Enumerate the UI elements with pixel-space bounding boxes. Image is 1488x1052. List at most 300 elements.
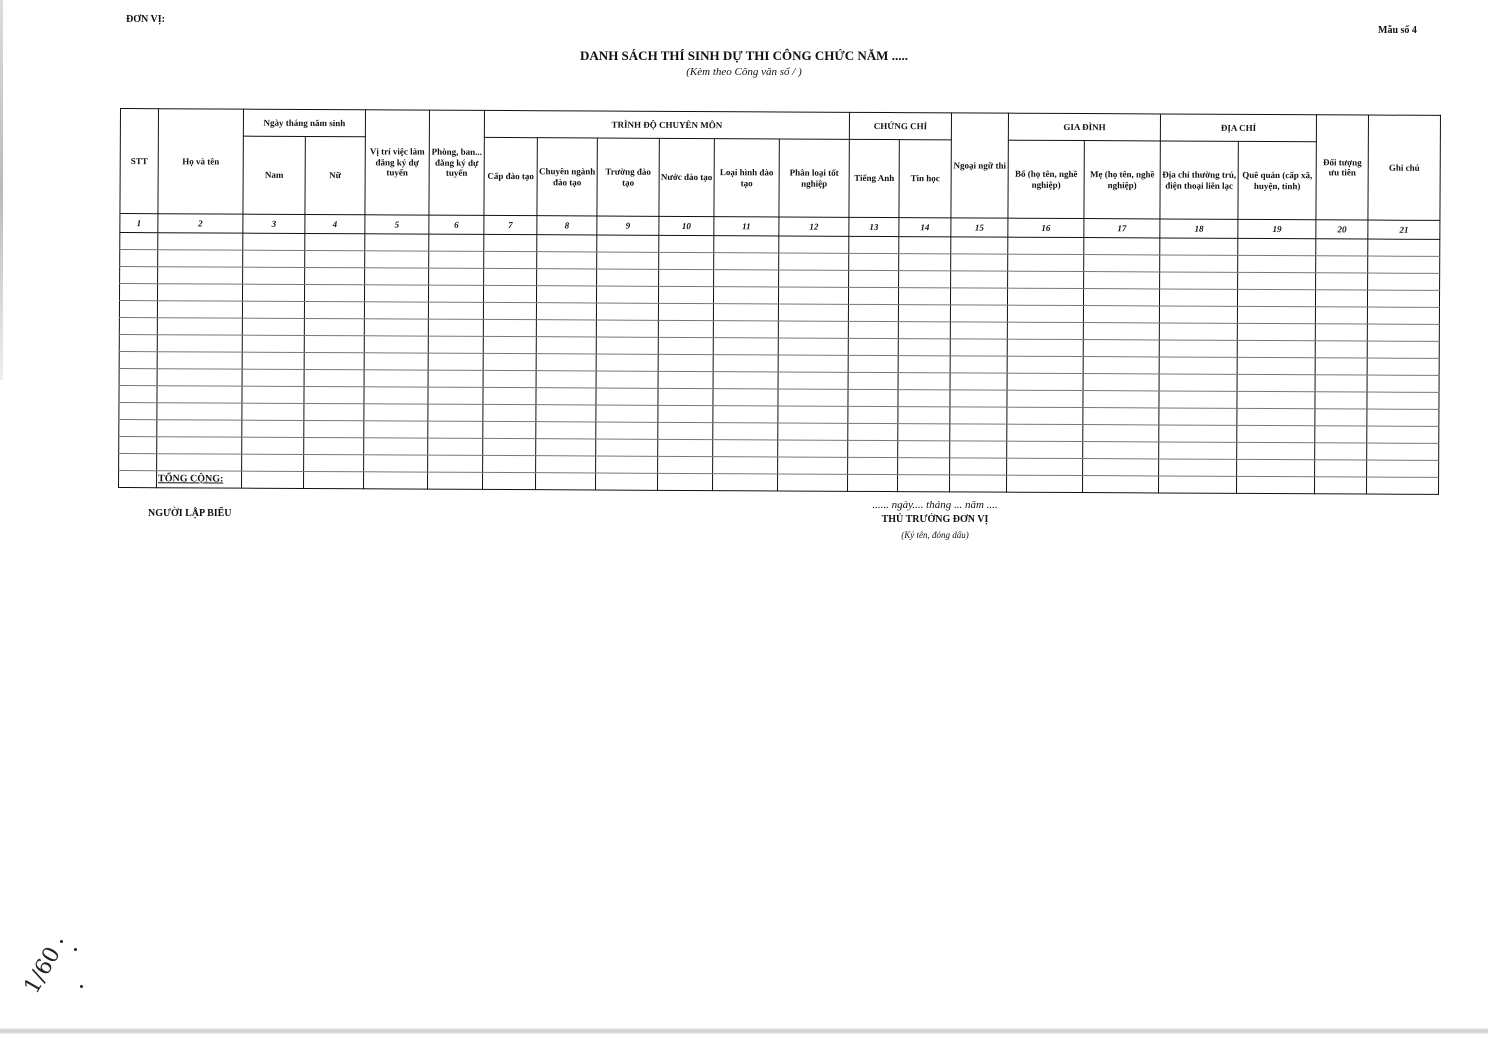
table-cell	[713, 440, 778, 457]
table-cell	[119, 334, 157, 351]
table-cell	[243, 267, 305, 284]
table-cell	[597, 252, 659, 269]
column-number: 21	[1368, 220, 1440, 239]
table-cell	[428, 370, 483, 387]
table-cell	[1007, 339, 1083, 356]
table-cell	[483, 387, 536, 404]
table-cell	[1160, 289, 1238, 306]
table-cell	[778, 389, 848, 406]
table-cell	[596, 354, 658, 371]
table-cell	[1315, 341, 1367, 358]
table-cell	[950, 424, 1007, 441]
table-cell	[1084, 238, 1160, 255]
table-cell	[364, 302, 428, 319]
col-english: Tiếng Anh	[849, 139, 899, 217]
table-cell	[483, 404, 536, 421]
table-cell	[713, 321, 778, 338]
table-cell	[1315, 307, 1367, 324]
table-cell	[848, 338, 898, 355]
table-cell	[658, 422, 713, 439]
col-father: Bố (họ tên, nghề nghiệp)	[1008, 140, 1084, 218]
col-graduation-rank: Phân loại tốt nghiệp	[779, 139, 849, 217]
table-cell	[428, 302, 483, 319]
table-cell	[713, 355, 778, 372]
table-cell	[242, 403, 304, 420]
col-school: Trường đào tạo	[597, 138, 659, 216]
column-number: 6	[429, 215, 484, 234]
table-cell	[1238, 255, 1316, 272]
table-cell	[596, 286, 658, 303]
table-cell	[659, 269, 714, 286]
table-cell	[898, 390, 950, 407]
table-cell	[1367, 358, 1439, 375]
table-cell	[1083, 306, 1159, 323]
table-cell	[429, 268, 484, 285]
table-cell	[304, 403, 364, 420]
table-cell	[157, 335, 242, 352]
table-cell	[242, 369, 304, 386]
table-cell	[1083, 459, 1159, 476]
table-cell	[364, 336, 428, 353]
column-number: 3	[243, 214, 305, 233]
table-cell	[119, 317, 157, 334]
table-cell	[120, 267, 158, 284]
table-cell	[483, 336, 536, 353]
column-number: 19	[1238, 219, 1316, 238]
table-cell	[1367, 426, 1439, 443]
table-cell	[429, 251, 484, 268]
group-certificate: CHỨNG CHỈ	[849, 112, 951, 140]
scan-speck	[80, 985, 83, 988]
table-cell	[596, 422, 658, 439]
table-cell	[1237, 425, 1315, 442]
col-training-type: Loại hình đào tạo	[714, 139, 779, 217]
table-cell	[1159, 306, 1237, 323]
table-cell	[242, 301, 304, 318]
preparer-label: NGƯỜI LẬP BIỂU	[148, 508, 232, 519]
table-cell	[364, 370, 428, 387]
table-cell	[596, 388, 658, 405]
table-cell	[1007, 424, 1083, 441]
table-cell	[483, 353, 536, 370]
table-cell	[950, 441, 1007, 458]
column-number: 13	[849, 217, 899, 236]
col-stt: STT	[120, 109, 159, 214]
table-cell	[304, 318, 364, 335]
table-cell	[659, 235, 714, 252]
table-cell	[951, 271, 1008, 288]
unit-label: ĐƠN VỊ:	[126, 14, 165, 25]
table-cell	[1084, 255, 1160, 272]
table-cell	[713, 457, 778, 474]
col-major: Chuyên ngành đào tạo	[537, 138, 597, 216]
table-cell	[898, 441, 950, 458]
column-number: 18	[1160, 219, 1238, 238]
table-cell	[1084, 272, 1160, 289]
candidate-list-table	[118, 108, 1441, 495]
table-cell	[1315, 426, 1367, 443]
table-cell	[242, 420, 304, 437]
table-cell	[305, 250, 365, 267]
group-qualification: TRÌNH ĐỘ CHUYÊN MÔN	[484, 110, 849, 139]
table-cell	[364, 319, 428, 336]
table-cell	[848, 355, 898, 372]
table-cell	[1315, 375, 1367, 392]
table-cell	[1238, 238, 1316, 255]
table-cell	[484, 251, 537, 268]
table-cell	[596, 320, 658, 337]
table-cell	[950, 339, 1007, 356]
table-cell	[898, 339, 950, 356]
table-cell	[1237, 306, 1315, 323]
column-number: 14	[899, 218, 951, 237]
table-cell	[483, 455, 536, 472]
table-cell	[536, 456, 596, 473]
col-full-name: Họ và tên	[158, 109, 244, 214]
table-cell	[899, 237, 951, 254]
table-cell	[596, 456, 658, 473]
group-dob: Ngày tháng năm sinh	[243, 109, 365, 137]
table-cell	[1007, 305, 1083, 322]
table-cell	[849, 270, 899, 287]
table-cell	[428, 438, 483, 455]
table-cell	[1367, 341, 1439, 358]
table-cell	[305, 233, 365, 250]
table-cell	[304, 454, 364, 471]
table-cell	[157, 386, 242, 403]
table-cell	[1238, 289, 1316, 306]
scan-speck	[60, 940, 63, 943]
table-cell	[364, 285, 428, 302]
table-cell	[1367, 392, 1439, 409]
table-cell	[898, 305, 950, 322]
table-cell	[364, 353, 428, 370]
column-number: 16	[1008, 218, 1084, 237]
table-cell	[848, 406, 898, 423]
table-cell	[536, 320, 596, 337]
table-cell	[849, 236, 899, 253]
table-cell	[242, 454, 304, 471]
table-cell	[119, 385, 157, 402]
table-cell	[778, 355, 848, 372]
table-cell	[1159, 357, 1237, 374]
table-cell	[119, 300, 157, 317]
table-cell	[1083, 374, 1159, 391]
table-cell	[1083, 442, 1159, 459]
table-cell	[848, 372, 898, 389]
table-cell	[1083, 425, 1159, 442]
table-cell	[537, 252, 597, 269]
table-cell	[848, 440, 898, 457]
table-cell	[778, 287, 848, 304]
table-cell	[242, 318, 304, 335]
table-cell	[119, 436, 157, 453]
table-cell	[658, 354, 713, 371]
table-cell	[848, 321, 898, 338]
table-cell	[898, 373, 950, 390]
table-cell	[1159, 374, 1237, 391]
table-cell	[304, 369, 364, 386]
table-cell	[713, 406, 778, 423]
table-cell	[1159, 340, 1237, 357]
table-cell	[1159, 391, 1237, 408]
table-cell	[1315, 409, 1367, 426]
table-cell	[950, 356, 1007, 373]
table-cell	[536, 371, 596, 388]
col-male: Nam	[243, 136, 305, 214]
table-cell	[536, 405, 596, 422]
column-number: 7	[484, 215, 537, 234]
table-cell	[848, 423, 898, 440]
table-cell	[596, 371, 658, 388]
table-cell	[537, 269, 597, 286]
table-cell	[713, 287, 778, 304]
table-cell	[1367, 409, 1439, 426]
signature-note: (Ký tên, đóng dấu)	[901, 530, 969, 540]
table-cell	[1237, 459, 1315, 476]
table-cell	[658, 320, 713, 337]
group-family: GIA ĐÌNH	[1008, 113, 1160, 141]
table-cell	[158, 267, 243, 284]
table-cell	[658, 337, 713, 354]
table-cell	[1315, 358, 1367, 375]
table-cell	[848, 389, 898, 406]
table-cell	[1083, 357, 1159, 374]
table-cell	[658, 439, 713, 456]
table-cell	[658, 405, 713, 422]
table-cell	[597, 269, 659, 286]
column-number: 4	[305, 214, 365, 233]
table-cell	[242, 437, 304, 454]
table-cell	[950, 322, 1007, 339]
table-cell	[537, 235, 597, 252]
table-cell	[1316, 239, 1368, 256]
table-cell	[1159, 442, 1237, 459]
table-cell	[1237, 357, 1315, 374]
table-cell	[483, 370, 536, 387]
column-number: 11	[714, 217, 779, 236]
table-cell	[304, 301, 364, 318]
col-residence: Địa chỉ thường trú, điện thoại liên lạc	[1160, 141, 1238, 219]
table-cell	[1160, 255, 1238, 272]
candidate-table	[118, 108, 1440, 487]
col-position: Vị trí việc làm đăng ký dự tuyển	[365, 110, 430, 215]
table-cell	[899, 288, 951, 305]
table-cell	[1368, 256, 1440, 273]
table-cell	[119, 351, 157, 368]
table-cell	[365, 234, 429, 251]
table-cell	[157, 403, 242, 420]
total-cell	[119, 470, 157, 487]
col-department: Phòng, ban... đăng ký dự tuyển	[429, 110, 485, 215]
table-cell	[1007, 356, 1083, 373]
table-cell	[157, 437, 242, 454]
table-cell	[157, 454, 242, 471]
table-cell	[364, 404, 428, 421]
handwritten-mark: 1/60	[19, 942, 66, 999]
table-cell	[1367, 324, 1439, 341]
table-cell	[119, 419, 157, 436]
table-cell	[1084, 289, 1160, 306]
table-cell	[1008, 271, 1084, 288]
table-cell	[304, 335, 364, 352]
table-cell	[365, 251, 429, 268]
scan-edge-bottom	[0, 1028, 1488, 1034]
column-number: 15	[951, 218, 1008, 237]
table-cell	[713, 389, 778, 406]
table-cell	[428, 336, 483, 353]
table-cell	[950, 373, 1007, 390]
table-cell	[658, 371, 713, 388]
table-cell	[898, 356, 950, 373]
table-cell	[951, 254, 1008, 271]
table-cell	[483, 438, 536, 455]
table-cell	[242, 335, 304, 352]
table-cell	[1368, 273, 1440, 290]
table-cell	[1007, 458, 1083, 475]
table-cell	[779, 270, 849, 287]
column-number: 20	[1316, 220, 1368, 239]
column-number: 2	[158, 214, 243, 233]
table-cell	[1159, 408, 1237, 425]
table-cell	[483, 302, 536, 319]
table-cell	[1315, 443, 1367, 460]
table-cell	[1008, 288, 1084, 305]
table-cell	[778, 304, 848, 321]
table-cell	[1368, 290, 1440, 307]
table-cell	[1238, 272, 1316, 289]
table-cell	[1237, 442, 1315, 459]
table-cell	[536, 439, 596, 456]
table-cell	[899, 271, 951, 288]
table-cell	[364, 438, 428, 455]
table-cell	[157, 420, 242, 437]
column-number: 17	[1084, 219, 1160, 238]
table-cell	[596, 405, 658, 422]
table-cell	[364, 455, 428, 472]
col-notes: Ghi chú	[1368, 115, 1441, 220]
col-country: Nước đào tạo	[659, 138, 714, 216]
table-cell	[364, 387, 428, 404]
table-cell	[779, 236, 849, 253]
table-cell	[304, 420, 364, 437]
table-cell	[848, 304, 898, 321]
table-cell	[714, 270, 779, 287]
table-cell	[536, 354, 596, 371]
table-cell	[157, 369, 242, 386]
table-cell	[429, 234, 484, 251]
total-label: TỔNG CỘNG:	[157, 471, 242, 488]
col-mother: Mẹ (họ tên, nghề nghiệp)	[1084, 141, 1160, 219]
table-cell	[713, 423, 778, 440]
table-cell	[428, 387, 483, 404]
col-priority: Đối tượng ưu tiên	[1316, 115, 1369, 220]
column-number: 8	[537, 216, 597, 235]
scan-speck	[74, 948, 77, 951]
document-title: DANH SÁCH THÍ SINH DỰ THI CÔNG CHỨC NĂM .....	[580, 48, 908, 63]
table-cell	[779, 253, 849, 270]
table-cell	[778, 321, 848, 338]
table-cell	[119, 368, 157, 385]
table-cell	[1083, 340, 1159, 357]
table-cell	[536, 303, 596, 320]
table-cell	[536, 337, 596, 354]
table-cell	[1083, 391, 1159, 408]
table-cell	[658, 388, 713, 405]
table-cell	[304, 386, 364, 403]
table-cell	[484, 268, 537, 285]
table-cell	[659, 252, 714, 269]
table-cell	[157, 352, 242, 369]
table-cell	[157, 318, 242, 335]
table-cell	[157, 284, 242, 301]
table-cell	[951, 288, 1008, 305]
column-number: 9	[597, 216, 659, 235]
table-cell	[658, 286, 713, 303]
column-number: 10	[659, 216, 714, 235]
table-cell	[428, 319, 483, 336]
table-cell	[428, 421, 483, 438]
table-cell	[1007, 322, 1083, 339]
table-cell	[950, 305, 1007, 322]
table-cell	[596, 303, 658, 320]
table-cell	[1008, 254, 1084, 271]
table-cell	[536, 422, 596, 439]
table-cell	[1316, 273, 1368, 290]
table-cell	[1367, 307, 1439, 324]
table-cell	[304, 352, 364, 369]
table-cell	[242, 386, 304, 403]
table-cell	[1007, 373, 1083, 390]
table-cell	[778, 423, 848, 440]
table-cell	[778, 440, 848, 457]
table-cell	[1367, 375, 1439, 392]
table-cell	[1367, 443, 1439, 460]
table-cell	[778, 406, 848, 423]
table-cell	[428, 285, 483, 302]
table-cell	[243, 233, 305, 250]
table-cell	[1316, 256, 1368, 273]
table-cell	[1368, 239, 1440, 256]
table-cell	[304, 284, 364, 301]
table-cell	[778, 372, 848, 389]
table-cell	[1367, 460, 1439, 477]
table-cell	[1315, 392, 1367, 409]
table-cell	[1007, 390, 1083, 407]
column-number: 1	[120, 214, 158, 233]
column-number: 5	[365, 215, 429, 234]
table-cell	[1237, 340, 1315, 357]
table-cell	[243, 250, 305, 267]
table-cell	[849, 287, 899, 304]
table-cell	[1083, 323, 1159, 340]
table-cell	[304, 437, 364, 454]
table-cell	[1316, 290, 1368, 307]
table-cell	[483, 285, 536, 302]
column-number: 12	[779, 217, 849, 236]
table-cell	[305, 267, 365, 284]
table-cell	[778, 338, 848, 355]
table-cell	[119, 402, 157, 419]
table-cell	[158, 250, 243, 267]
table-cell	[120, 233, 158, 250]
table-cell	[950, 390, 1007, 407]
table-cell	[120, 250, 158, 267]
table-cell	[428, 353, 483, 370]
table-cell	[365, 268, 429, 285]
form-number: Mẫu số 4	[1378, 25, 1417, 36]
table-cell	[898, 458, 950, 475]
